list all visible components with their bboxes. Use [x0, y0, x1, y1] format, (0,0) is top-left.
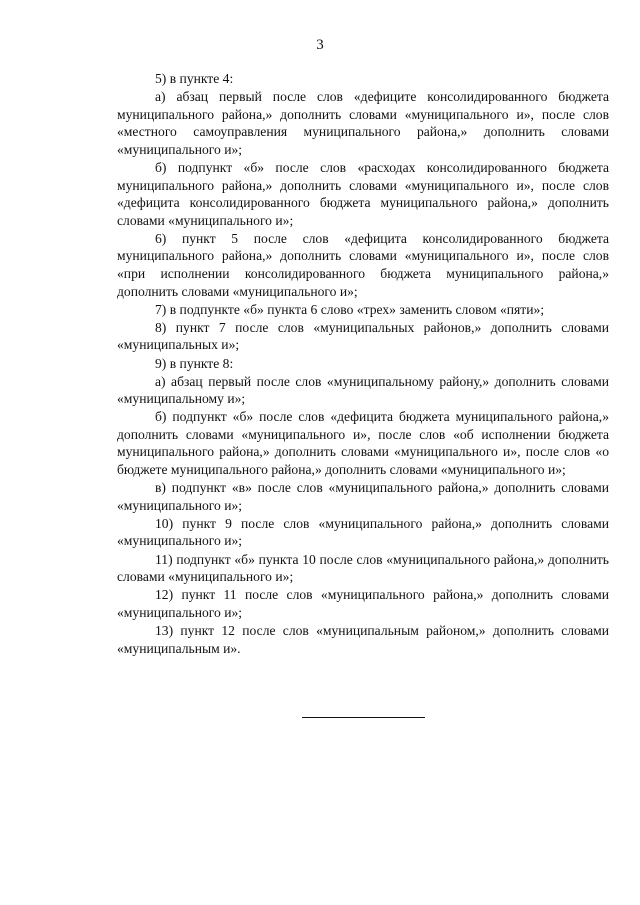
paragraph-item-12: 12) пункт 11 после слов «муниципального района,» дополнить словами «муниципального и»; — [117, 587, 609, 620]
paragraph-item-6: 6) пункт 5 после слов «дефицита консолидированного бюджета муниципального района,» дополнить словами «муниципального и», после слов «при исполнении консолидированного бюджета муниципального района,» дополнить словами «муниципального и»; — [117, 230, 609, 299]
paragraph-item-7: 7) в подпункте «б» пункта 6 слово «трех» заменить словом «пяти»; — [155, 301, 545, 317]
paragraph-item-9b: б) подпункт «б» после слов «дефицита бюджета муниципального района,» дополнить словами «муниципального и», после слов «об исполнении бюджета муниципального района,» дополнить словами «муниципального и», после слов «о бюджете муниципального района,» дополнить словами «муниципального и»; — [117, 409, 609, 478]
paragraph-item-9: 9) в пункте 8: — [155, 355, 234, 371]
paragraph-item-8: 8) пункт 7 после слов «муниципальных районов,» дополнить словами «муниципальных и»; — [117, 319, 609, 353]
paragraph-item-10: 10) пункт 9 после слов «муниципального района,» дополнить словами «муниципального и»; — [117, 515, 609, 549]
closing-rule — [302, 717, 425, 718]
paragraph-item-9c: в) подпункт «в» после слов «муниципального района,» дополнить словами «муниципального и»; — [117, 480, 609, 513]
paragraph-item-5b: б) подпункт «б» после слов «расходах консолидированного бюджета муниципального района,» дополнить словами «муниципального и», после слов «дефицита консолидированного бюджета муниципального района,» дополнить словами «муниципального и»; — [117, 159, 609, 228]
paragraph-item-11: 11) подпункт «б» пункта 10 после слов «муниципального района,» дополнить словами «муниципального и»; — [117, 551, 609, 585]
paragraph-item-5a: а) абзац первый после слов «дефиците консолидированного бюджета муниципального района,» дополнить словами «муниципального и», после слов «местного самоуправления муниципального района,» дополнить словами «муниципального и»; — [117, 89, 609, 157]
paragraph-item-9a: а) абзац первый после слов «муниципальному району,» дополнить словами «муниципальному и»; — [117, 373, 609, 407]
paragraph-item-13: 13) пункт 12 после слов «муниципальным районом,» дополнить словами «муниципальным и». — [117, 622, 609, 656]
paragraph-item-5: 5) в пункте 4: — [155, 71, 234, 86]
page-number: 3 — [316, 37, 324, 53]
document-body — [117, 70, 609, 657]
